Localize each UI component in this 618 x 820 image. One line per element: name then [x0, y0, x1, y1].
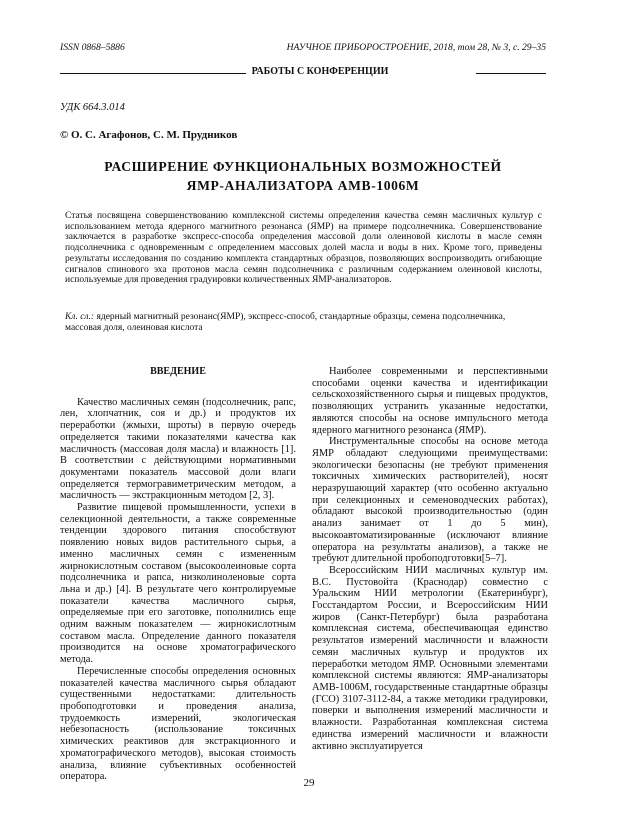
section-rule-right	[476, 73, 546, 74]
paper-title	[60, 157, 546, 195]
paragraph: Качество масличных семян (подсолнечник, рапс, лен, хлопчатник, соя и др.) и продуктов их переработки (жмыхи, шроты) в первую очередь определяется такими показателями качества как масличность (массовая доля масла) и влажность [1]. В соответствии с действующими нормативными документами показатель массовой доли влаги определяется термогравиметрическим методом, а масличность — экстракционным методом [2, 3].	[60, 396, 296, 502]
paragraph: Наиболее современными и перспективными способами оценки качества и идентификации сельскохозяйственного сырья и пищевых продуктов, позволяющих устранить указанные недостатки, являются способы на основе импульсного метода ядерного магнитного резонанса (ЯМР).	[312, 366, 548, 436]
right-column	[312, 366, 548, 752]
title-line: ЯМР-АНАЛИЗАТОРА АМВ-1006М	[186, 178, 420, 193]
udk-code: УДК 664.3.014	[60, 102, 125, 113]
journal-header: НАУЧНОЕ ПРИБОРОСТРОЕНИЕ, 2018, том 28, № 3, с. 29–35	[286, 42, 546, 53]
title-line: РАСШИРЕНИЕ ФУНКЦИОНАЛЬНЫХ ВОЗМОЖНОСТЕЙ	[104, 159, 502, 174]
left-column	[60, 366, 296, 783]
abstract: Статья посвящена совершенствованию комплексной системы определения качества семян масличных культур с использованием метода ядерного магнитного резонанса (ЯМР) на примере подсолнечника. Совершенствование заключается в разработке экспресс-способа определения массовой доли олеиновой кислоты в масле семян подсолнечника с одновременным с определением массовых долей масла и воды в них. Кроме того, приведены результаты исследования по созданию комплекта стандартных образцов, позволяющих воспроизводить огибающие сигналов спинового эха протонов масла семян подсолнечника с различным содержанием олеиновой кислоты, используемые для проведения градуировки количественных ЯМР-анализаторов.	[65, 211, 542, 286]
keywords-label: Кл. сл.:	[65, 312, 95, 322]
keywords	[65, 312, 542, 333]
paragraph: Всероссийским НИИ масличных культур им. В.С. Пустовойта (Краснодар) совместно с Уральским НИИ метрологии (Екатеринбург), Госстандартом России, и Всероссийским НИИ жиров (Санкт-Петербург) была разработана комплексная система, обеспечивающая единство результатов измерений масличности и влажности семян масличных культур и продуктов их переработки методом ЯМР. Основными элементами комплексной системы являются: ЯМР-анализаторы АМВ-1006М, государственные стандартные образцы (ГСО) 3107-3112-84, а также методики градуировки, поверки и выполнения измерений масличности и влажности. Разработанная комплексная система единства измерений масличности и влажности активно эксплуатируется	[312, 564, 548, 752]
page-number: 29	[303, 777, 315, 789]
authors: © О. С. Агафонов, С. М. Прудников	[60, 129, 238, 141]
section-rule-left	[60, 73, 246, 74]
keywords-text: ядерный магнитный резонанс(ЯМР), экспресс-способ, стандартные образцы, семена подсолнечника, массовая доля, олеиновая кислота	[65, 312, 506, 333]
paragraph: Перечисленные способы определения основных показателей качества масличного сырья обладают существенными недостатками: длительность пробоподготовки и проведения анализа, трудоемкость измерений, экологическая небезопасность (использование токсичных химических реактивов для экстракционного и хроматографического методов), высокая стоимость анализа, влияние субъективных особенностей оператора.	[60, 665, 296, 783]
intro-heading: ВВЕДЕНИЕ	[150, 366, 206, 377]
paragraph: Инструментальные способы на основе метода ЯМР обладают следующими преимуществами: экологически безопасны (не требуют применения токсичных химических растворителей), носят неразрушающий характер (что особенно актуально при селекционных и семеноводческих работах), обладают высокой производительностью (один анализ занимает от 1 до 5 мин), высокоавтоматизированные (исключают влияние оператора на результаты анализов), а также не требуют длительной пробоподготовки[5–7].	[312, 436, 548, 565]
section-title: РАБОТЫ С КОНФЕРЕНЦИИ	[251, 66, 389, 77]
paragraph: Развитие пищевой промышленности, успехи в селекционной деятельности, а также современные тенденции здорового питания способствуют появлению новых видов растительного сырья, а именно масличных семян с измененным жирнокислотным составом (высокоолеиновые сорта подсолнечника и рапса, низколиноленовые сорта льна и др.) [4]. В результате чего контролируемые показатели качества масличного сырья, определяемые при его заготовке, пополнились еще одним важным показателем — жирнокислотным составом масла. Определение данного показателя производится на основе хроматографического метода.	[60, 502, 296, 666]
issn: ISSN 0868–5886	[60, 42, 125, 53]
